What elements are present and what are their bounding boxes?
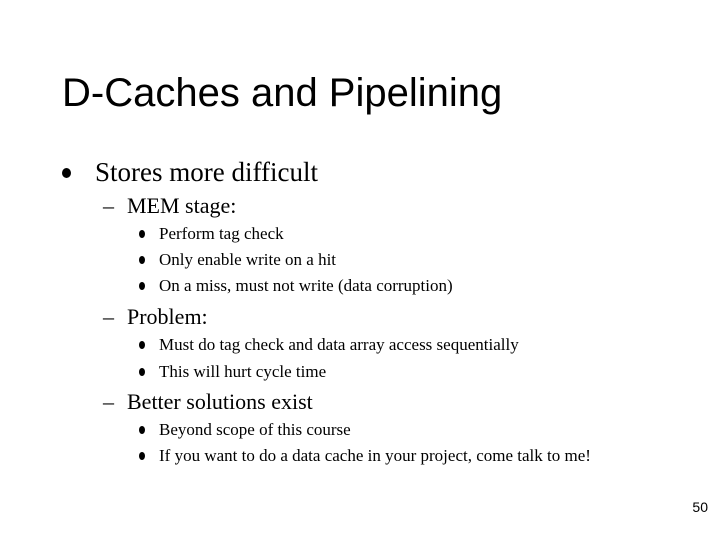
bullet-dot-icon: [139, 282, 145, 290]
section-heading-text: MEM stage:: [127, 193, 237, 218]
bullet-dot-icon: [139, 256, 145, 264]
dash-icon: –: [103, 193, 114, 218]
section-heading-text: Better solutions exist: [127, 389, 313, 414]
bullet-dot-icon: [62, 168, 71, 178]
sub-bullet-text: On a miss, must not write (data corruption): [159, 276, 453, 295]
dash-icon: –: [103, 389, 114, 414]
sub-bullet: [139, 418, 639, 442]
sub-bullet-text: Beyond scope of this course: [159, 420, 351, 439]
top-bullet-text: Stores more difficult: [95, 157, 318, 187]
dash-icon: –: [103, 304, 114, 329]
sub-bullet: [139, 222, 639, 246]
sub-bullet: [139, 333, 639, 357]
sub-bullet: [139, 248, 639, 272]
sub-bullet-text: Must do tag check and data array access sequentially: [159, 335, 519, 354]
sub-bullet-text: Perform tag check: [159, 224, 284, 243]
bullet-dot-icon: [139, 368, 145, 376]
page-number: 50: [692, 499, 708, 515]
sub-bullet: [139, 274, 639, 298]
slide-title: D-Caches and Pipelining: [62, 71, 503, 115]
section-heading-text: Problem:: [127, 304, 208, 329]
sub-bullet-text: This will hurt cycle time: [159, 362, 327, 381]
sub-bullet-text: Only enable write on a hit: [159, 250, 337, 269]
bullet-dot-icon: [139, 341, 145, 349]
sub-bullet-text: If you want to do a data cache in your project, come talk to me!: [159, 446, 591, 465]
bullet-dot-icon: [139, 426, 145, 434]
sub-bullet: [139, 444, 639, 468]
bullet-dot-icon: [139, 452, 145, 460]
sub-bullet: [139, 360, 639, 384]
bullet-dot-icon: [139, 230, 145, 238]
